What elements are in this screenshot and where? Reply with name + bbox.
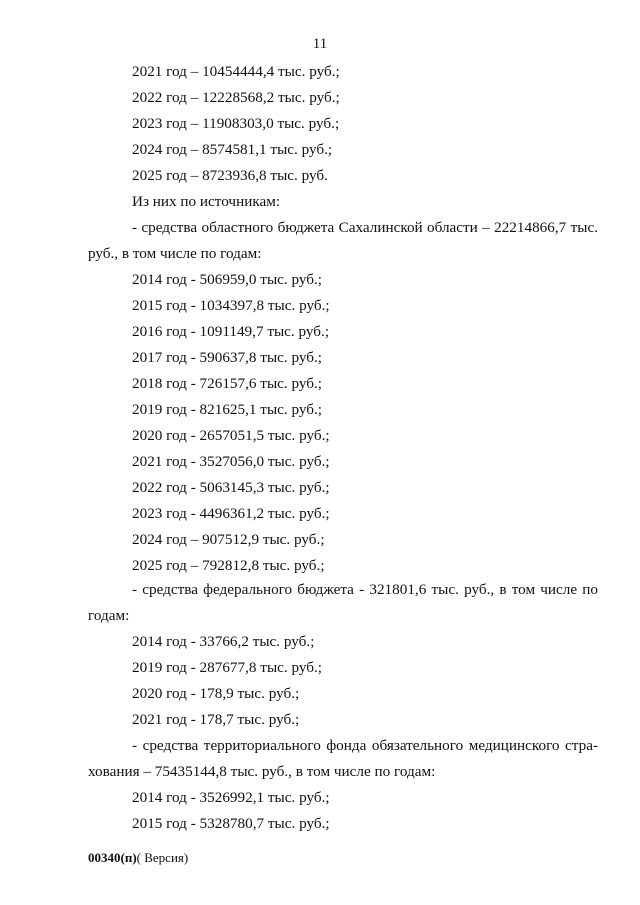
- text-line: 2025 год – 8723936,8 тыс. руб.: [132, 167, 328, 184]
- text-line: 2021 год - 3527056,0 тыс. руб.;: [132, 453, 330, 470]
- text-line: 2019 год - 821625,1 тыс. руб.;: [132, 401, 323, 418]
- paragraph-line: - средства федерального бюджета - 321801,6 тыс. руб., в том числе по: [132, 581, 598, 598]
- text-line: 2024 год – 907512,9 тыс. руб.;: [132, 531, 325, 548]
- document-code: 00340(п): [88, 850, 137, 865]
- text-line: 2014 год - 3526992,1 тыс. руб.;: [132, 789, 330, 806]
- text-line: 2025 год – 792812,8 тыс. руб.;: [132, 557, 325, 574]
- text-line: 2020 год - 178,9 тыс. руб.;: [132, 685, 300, 702]
- text-line: 2016 год - 1091149,7 тыс. руб.;: [132, 323, 330, 340]
- text-line: 2020 год - 2657051,5 тыс. руб.;: [132, 427, 330, 444]
- paragraph-line: - средства областного бюджета Сахалинской области – 22214866,7 тыс.: [132, 219, 598, 236]
- text-line: 2024 год – 8574581,1 тыс. руб.;: [132, 141, 333, 158]
- document-footer: [88, 850, 188, 866]
- text-line: 2022 год - 5063145,3 тыс. руб.;: [132, 479, 330, 496]
- text-line: 2015 год - 5328780,7 тыс. руб.;: [132, 815, 330, 832]
- text-line: 2021 год - 178,7 тыс. руб.;: [132, 711, 300, 728]
- text-line: 2023 год - 4496361,2 тыс. руб.;: [132, 505, 330, 522]
- paragraph-line: - средства территориального фонда обязательного медицинского стра-: [132, 737, 598, 754]
- text-line: 2021 год – 10454444,4 тыс. руб.;: [132, 63, 340, 80]
- text-line: 2018 год - 726157,6 тыс. руб.;: [132, 375, 323, 392]
- document-version: ( Версия): [136, 850, 189, 865]
- text-line: 2019 год - 287677,8 тыс. руб.;: [132, 659, 323, 676]
- text-line: 2014 год - 506959,0 тыс. руб.;: [132, 271, 323, 288]
- paragraph-line: годам:: [88, 607, 130, 624]
- text-line: 2015 год - 1034397,8 тыс. руб.;: [132, 297, 330, 314]
- paragraph-line: хования – 75435144,8 тыс. руб., в том числе по годам:: [88, 763, 436, 780]
- text-line: 2014 год - 33766,2 тыс. руб.;: [132, 633, 315, 650]
- text-line: 2023 год – 11908303,0 тыс. руб.;: [132, 115, 340, 132]
- section-heading: Из них по источникам:: [132, 193, 281, 210]
- paragraph-line: руб., в том числе по годам:: [88, 245, 262, 262]
- text-line: 2017 год - 590637,8 тыс. руб.;: [132, 349, 323, 366]
- text-line: 2022 год – 12228568,2 тыс. руб.;: [132, 89, 340, 106]
- page-number: 11: [312, 36, 328, 52]
